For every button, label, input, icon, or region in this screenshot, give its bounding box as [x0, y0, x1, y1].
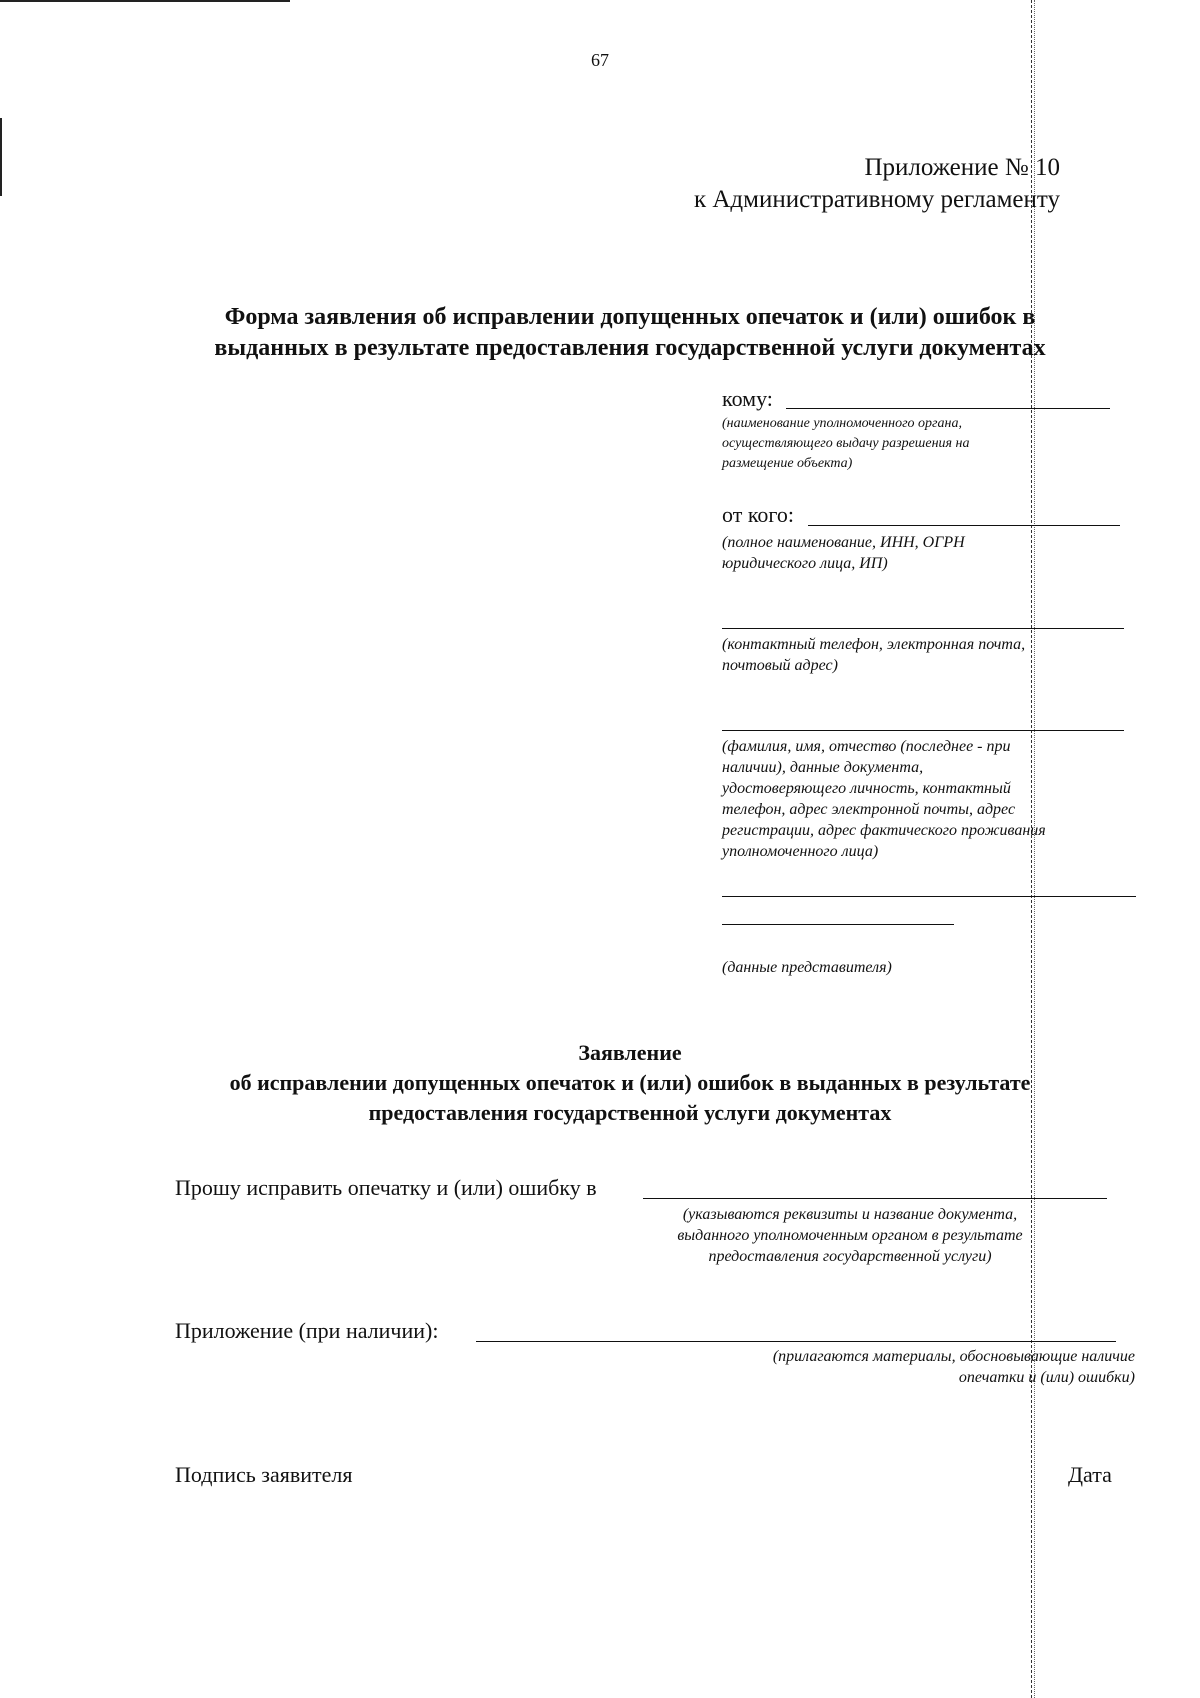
- contacts-hint: (контактный телефон, электронная почта, почтовый адрес): [722, 636, 1026, 674]
- form-title-line-2: выданных в результате предоставления государственной услуги документах: [214, 335, 1046, 361]
- contacts-line[interactable]: [722, 628, 1124, 629]
- request-hint: (указываются реквизиты и название документа, выданного уполномоченным органом в результате предоставления государственной услуги): [677, 1206, 1023, 1265]
- representative-line-2[interactable]: [722, 924, 954, 925]
- attachment-label: Приложение (при наличии):: [175, 1318, 439, 1343]
- sender-hint: (полное наименование, ИНН, ОГРН юридического лица, ИП): [722, 534, 965, 572]
- appendix-header: [694, 152, 1060, 216]
- page-number: 67: [591, 50, 609, 70]
- request-text: Прошу исправить опечатку и (или) ошибку в: [175, 1175, 597, 1200]
- recipient-label: кому:: [722, 386, 773, 411]
- attachment-line[interactable]: [476, 1341, 1116, 1342]
- statement-title-line-3: предоставления государственной услуги документах: [368, 1100, 892, 1125]
- appendix-line-1: Приложение № 10: [864, 154, 1060, 181]
- representative-line-1[interactable]: [722, 896, 1136, 897]
- sender-line[interactable]: [808, 525, 1120, 526]
- request-line[interactable]: [643, 1198, 1107, 1199]
- attachment-hint: (прилагаются материалы, обосновывающие наличие опечатки и (или) ошибки): [772, 1348, 1135, 1386]
- authorized-person-line[interactable]: [722, 730, 1124, 731]
- form-title: [150, 302, 1110, 364]
- scan-artifact-left-mark: [0, 118, 2, 196]
- statement-title-line-1: Заявление: [578, 1040, 682, 1065]
- sender-label: от кого:: [722, 502, 794, 527]
- authorized-person-hint: (фамилия, имя, отчество (последнее - при наличии), данные документа, удостоверяющего личность, контактный телефон, адрес электронной почты, адрес регистрации, адрес фактического проживания уполномоченного лица): [722, 738, 1046, 860]
- statement-title: [150, 1038, 1110, 1128]
- recipient-hint: (наименование уполномоченного органа, осуществляющего выдачу разрешения на размещение объекта): [722, 416, 970, 471]
- appendix-line-2: к Административному регламенту: [693, 186, 1060, 213]
- recipient-line[interactable]: [786, 408, 1110, 409]
- form-title-line-1: Форма заявления об исправлении допущенных опечаток и (или) ошибок в: [224, 304, 1036, 330]
- date-label: Дата: [1068, 1462, 1112, 1487]
- signature-label: Подпись заявителя: [175, 1462, 353, 1487]
- statement-title-line-2: об исправлении допущенных опечаток и (или) ошибок в выданных в результате: [229, 1070, 1031, 1095]
- scan-artifact-top-line: [0, 0, 290, 2]
- representative-hint: (данные представителя): [722, 959, 892, 976]
